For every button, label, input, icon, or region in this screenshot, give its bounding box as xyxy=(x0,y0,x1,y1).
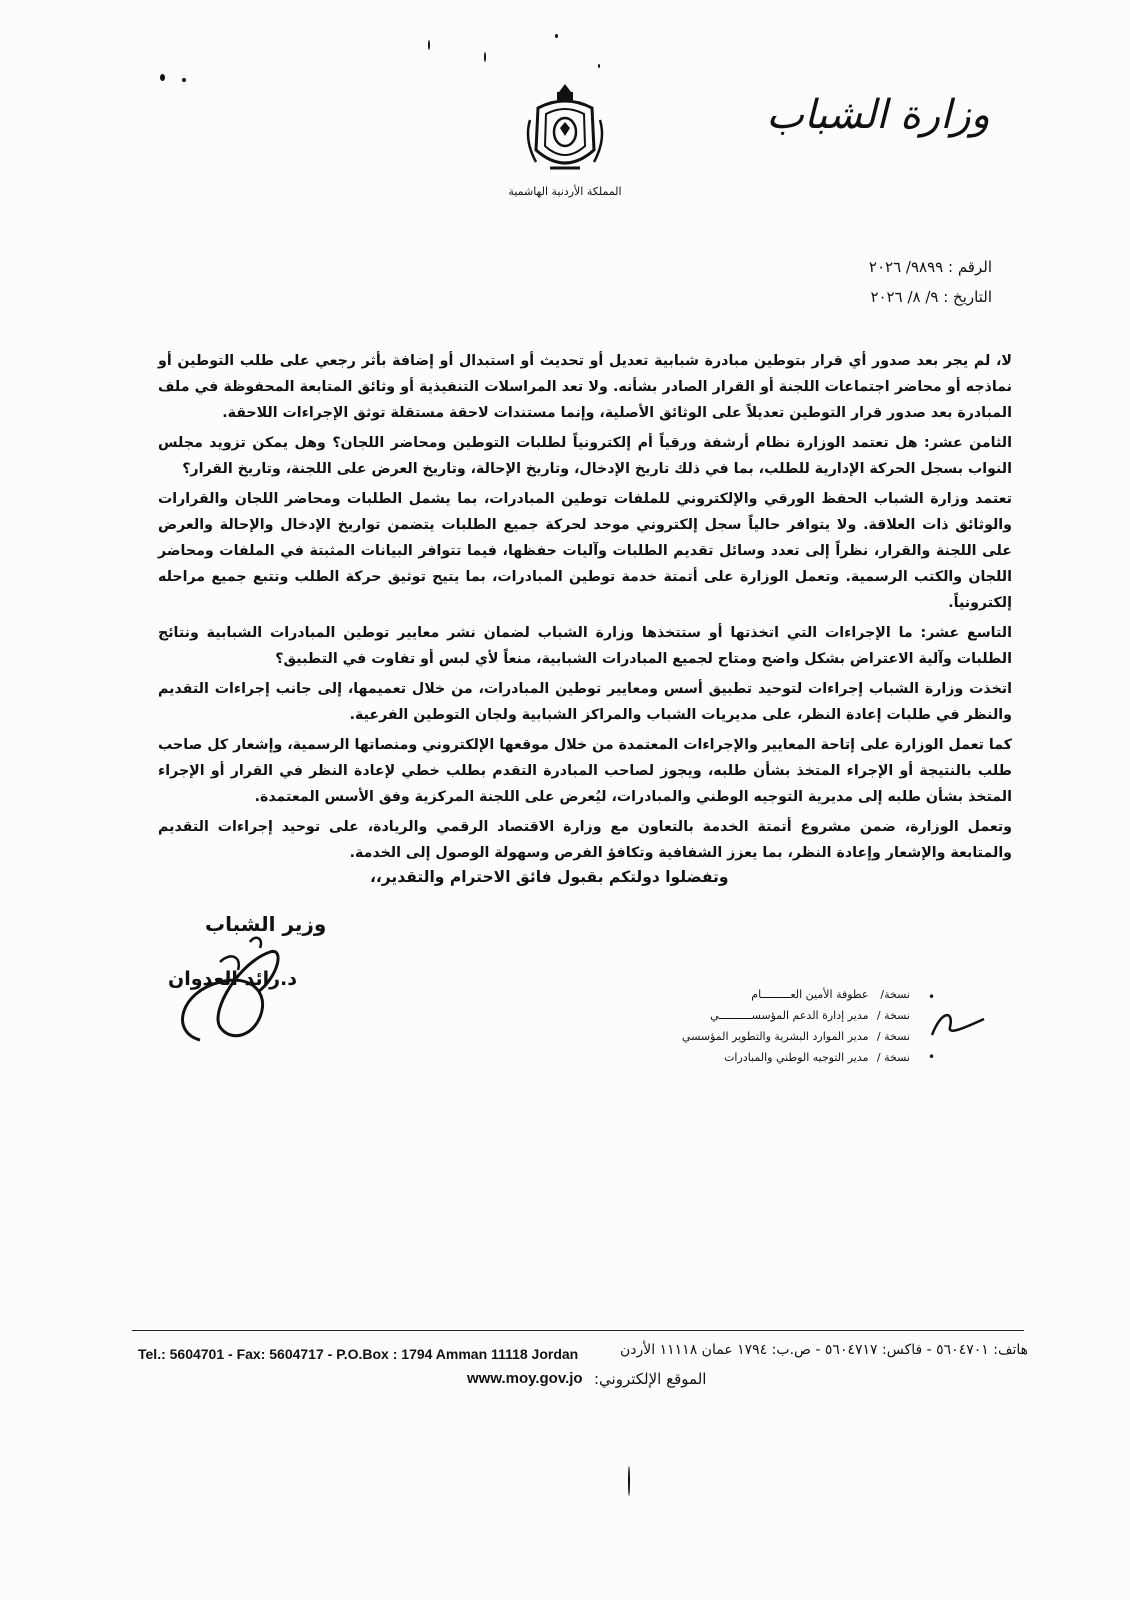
scan-speck xyxy=(598,64,600,68)
copy-row xyxy=(660,1051,910,1072)
copy-recipient: مدير الموارد البشرية والتطوير المؤسسي xyxy=(681,1030,869,1043)
ministry-name: وزارة الشباب xyxy=(766,92,990,138)
footer-website: www.moy.gov.jo xyxy=(467,1370,583,1387)
reference-label: الرقم : xyxy=(948,258,992,276)
scan-speck xyxy=(628,1466,630,1496)
scan-speck xyxy=(484,52,486,62)
footer-contact-arabic: هاتف: ٥٦٠٤٧٠١ - فاكس: ٥٦٠٤٧١٧ - ص.ب: ١٧٩٤ عمان ١١١١٨ الأردن xyxy=(620,1342,1028,1358)
body-paragraph: وتعمل الوزارة، ضمن مشروع أتمتة الخدمة بالتعاون مع وزارة الاقتصاد الرقمي والريادة، على توحيد إجراءات التقديم والمتابعة والإشعار وإعادة النظر، بما يعزز الشفافية وتكافؤ الفرص وسهولة الوصول إلى الخدمة. xyxy=(158,819,1012,861)
body-paragraph: لا، لم يجر بعد صدور أي قرار بتوطين مبادرة شبابية تعديل أو تحديث أو استبدال أو إضافة بأثر رجعي على طلب التوطين أو نماذجه أو محاضر اجتماعات اللجنة أو القرار الصادر بشأنه. ولا تعد المراسلات التنفيذية أو وثائق المتابعة المحفوظة في ملف المبادرة بعد صدور قرار التوطين تعديلاً على الوثائق الأصلية، وإنما مستندات لاحقة مستقلة توثق الإجراءات اللاحقة. xyxy=(158,353,1012,421)
copy-label: نسخة/ xyxy=(880,988,910,1001)
copy-recipient: مدير التوجيه الوطني والمبادرات xyxy=(724,1051,869,1064)
body-paragraph: كما تعمل الوزارة على إتاحة المعايير والإجراءات المعتمدة من خلال موقعها الإلكتروني ومنصاتها الرسمية، وإشعار كل صاحب طلب بالنتيجة أو الإجراء المتخذ بشأن طلبه، ويجوز لصاحب المبادرة التقدم بطلب خطي لإعادة النظر في القرار أو الإجراء المتخذ بشأن طلبه إلى مديرية التوجيه الوطني والمبادرات، ليُعرض على اللجنة المركزية وفق الأسس المعتمدة. xyxy=(158,737,1012,805)
letter-body xyxy=(158,348,1012,870)
minister-name: د.رائد العدوان xyxy=(168,968,298,990)
body-paragraph: اتخذت وزارة الشباب إجراءات لتوحيد تطبيق أسس ومعايير توطين المبادرات، من خلال تعميمها، إلى جانب إجراءات التقديم والنظر في طلبات إعادة النظر، على مديريات الشباب والمراكز الشبابية ولجان التوطين الفرعية. xyxy=(158,681,1012,723)
copy-bullet: • xyxy=(928,990,936,1004)
body-paragraph: التاسع عشر: ما الإجراءات التي اتخذتها أو ستتخذها وزارة الشباب لضمان نشر معايير توطين المبادرات الشبابية ونتائج الطلبات وآلية الاعتراض بشكل واضح ومتاح لجميع المبادرات الشبابية، منعاً لأي لبس أو تفاوت في التطبيق؟ xyxy=(158,625,1012,667)
date-label: التاريخ : xyxy=(943,288,992,306)
date-value: ٩/ ٨/ ٢٠٢٦ xyxy=(870,288,939,306)
copy-label: نسخة / xyxy=(876,1051,910,1064)
footer-contact-english: Tel.: 5604701 - Fax: 5604717 - P.O.Box : 1794 Amman 11118 Jordan xyxy=(138,1346,579,1362)
closing-line: وتفضلوا دولتكم بقبول فائق الاحترام والتقدير،، xyxy=(370,868,729,886)
coat-of-arms-emblem xyxy=(520,80,610,180)
handwritten-initial xyxy=(928,1005,988,1041)
scan-speck xyxy=(428,40,430,50)
copy-label: نسخة / xyxy=(876,1030,910,1043)
body-paragraph: تعتمد وزارة الشباب الحفظ الورقي والإلكتروني للملفات توطين المبادرات، بما يشمل الطلبات ومحاضر اللجان والقرارات والوثائق ذات العلاقة. ولا يتوافر حالياً سجل إلكتروني موحد لحركة جميع الطلبات يتضمن تواريخ الإدخال والإحالة والعرض على اللجنة والقرار، نظراً إلى تعدد وسائل تقديم الطلبات وآليات حفظها، فيما تتوافر البيانات المثبتة في الملفات ومحاضر اللجان والكتب الرسمية. وتعمل الوزارة على أتمتة خدمة توطين المبادرات، بما يتيح توثيق حركة الطلب وتتبع جميع مراحله إلكترونياً. xyxy=(158,491,1012,611)
body-paragraph: الثامن عشر: هل تعتمد الوزارة نظام أرشفة ورقياً أم إلكترونياً لطلبات التوطين ومحاضر اللجان؟ وهل يمكن تزويد مجلس النواب بسجل الحركة الإدارية للطلب، بما في ذلك تاريخ الإدخال، وتاريخ الإحالة، وتاريخ العرض على اللجنة، وتاريخ القرار؟ xyxy=(158,435,1012,477)
footer-website-label: الموقع الإلكتروني: xyxy=(594,1370,707,1388)
copy-recipient: عطوفة الأمين العـــــــــام xyxy=(751,988,869,1001)
letter-date xyxy=(870,288,992,306)
scan-speck xyxy=(555,34,558,38)
copy-recipient: مدير إدارة الدعم المؤسســــــــــي xyxy=(710,1009,869,1022)
copy-bullet: • xyxy=(928,1050,936,1064)
copy-row xyxy=(660,1009,910,1030)
scan-speck xyxy=(182,78,186,82)
copies-list xyxy=(660,988,910,1072)
kingdom-name: المملكة الأردنية الهاشمية xyxy=(508,185,622,198)
minister-title: وزير الشباب xyxy=(205,912,327,936)
copy-row xyxy=(660,1030,910,1051)
copy-row xyxy=(660,988,910,1009)
copy-label: نسخة / xyxy=(876,1009,910,1022)
scan-speck xyxy=(160,74,165,81)
footer-divider xyxy=(132,1330,1024,1331)
reference-number xyxy=(869,258,992,276)
reference-value: ٩٨٩٩/ ٢٠٢٦ xyxy=(868,258,944,276)
